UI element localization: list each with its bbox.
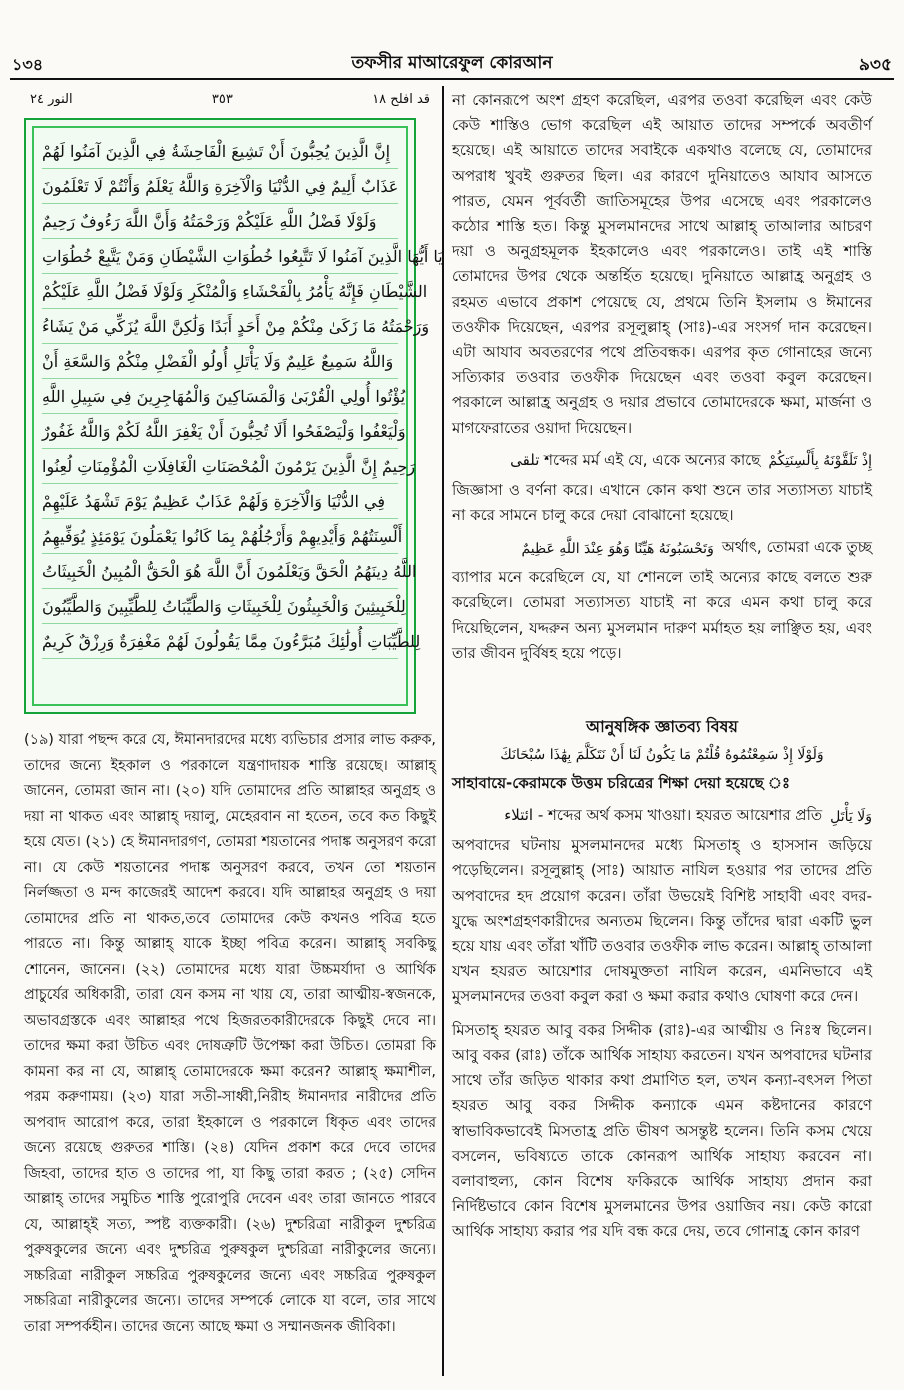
commentary-paragraph-3: ব্যাপার মনে করেছিলে যে, যা শোনলে তাই অন্যের কাছে বলতে শুরু করেছিলে। তোমরা সত্যাসত্য যাচাই না করে এমন কথা চালু করে দিয়েছিলেন, যদ্দরুন অন্য মুসলমান দারুণ মর্মাহত হয় লাঞ্ছিত হয়, এবং তার জীবন দুর্বিষহ হয়ে পড়ে।	[452, 568, 872, 662]
surah-label: النور ٢٤	[30, 91, 73, 107]
section-title: আনুষঙ্গিক জ্ঞাতব্য বিষয়	[586, 717, 738, 737]
arabic-term-explanation-2: অর্থাৎ, তোমরা একে তুচ্ছ	[721, 538, 872, 557]
quran-text-block	[32, 126, 443, 706]
quran-frame	[24, 118, 443, 714]
right-column	[452, 88, 872, 1245]
quran-line: فِي الدُّنْيَا وَالْآخِرَةِ وَلَهُمْ عَذَابٌ عَظِيمٌ يَوْمَ تَشْهَدُ عَلَيْهِمْ	[42, 484, 398, 519]
quran-line: عَذَابٌ أَلِيمٌ فِي الدُّنْيَا وَالْآخِرَةِ وَاللَّهُ يَعْلَمُ وَأَنْتُمْ لَا تَعْلَمُونَ	[42, 169, 398, 204]
arabic-term-line-2	[452, 536, 872, 561]
quran-line: يُؤْتُوا أُولِي الْقُرْبَىٰ وَالْمَسَاكِينَ وَالْمُهَاجِرِينَ فِي سَبِيلِ اللَّهِ	[42, 379, 398, 414]
arabic-term-line-3	[452, 804, 872, 829]
translation-text: (১৯) যারা পছন্দ করে যে, ঈমানদারদের মধ্যে ব্যভিচার প্রসার লাভ করুক, তাদের জন্যে ইহকাল ও পরকালে যন্ত্রণাদায়ক শাস্তি রয়েছে। আল্লাহ্ জানেন, তোমরা জান না। (২০) যদি তোমাদের প্রতি আল্লাহর অনুগ্রহ ও দয়া না থাকত এবং আল্লাহ্ দয়ালু, মেহেরবান না হতেন, তবে কত কিছুই হয়ে যেত। (২১) হে ঈমানদারগণ, তোমরা শয়তানের পদাঙ্ক অনুসরণ করো না। যে কেউ শয়তানের পদাঙ্ক অনুসরণ করবে, তখন তো শয়তান নির্লজ্জতা ও মন্দ কাজেরই আদেশ করবে। যদি আল্লাহর অনুগ্রহ ও দয়া তোমাদের প্রতি না থাকত,তবে তোমাদের কেউ কখনও পবিত্র হতে পারতে না। কিন্তু আল্লাহ্ যাকে ইচ্ছা পবিত্র করেন। আল্লাহ্ সবকিছু শোনেন, জানেন। (২২) তোমাদের মধ্যে যারা উচ্চমর্যাদা ও আর্থিক প্রাচুর্যের অধিকারী, তারা যেন কসম না খায় যে, তারা আত্মীয়-স্বজনকে, অভাবগ্রস্তকে এবং আল্লাহর পথে হিজরতকারীদেরকে কিছুই দেবে না। তাদের ক্ষমা করা উচিত এবং দোষত্রুটি উপেক্ষা করা উচিত। তোমরা কি কামনা কর না যে, আল্লাহ্ তোমাদেরকে ক্ষমা করেন? আল্লাহ্ ক্ষমাশীল, পরম করুণাময়। (২৩) যারা সতী-সাধ্বী,নিরীহ ঈমানদার নারীদের প্রতি অপবাদ আরোপ করে, তারা ইহকালে ও পরকালে ধিকৃত এবং তাদের জন্যে রয়েছে গুরুতর শাস্তি। (২৪) যেদিন প্রকাশ করে দেবে তাদের জিহবা, তাদের হাত ও তাদের পা, যা কিছু তারা করত ; (২৫) সেদিন আল্লাহ্ তাদের সমুচিত শাস্তি পুরোপুরি দেবেন এবং তারা জানতে পারবে যে, আল্লাহ্ই সত্য, স্পষ্ট ব্যক্তকারী। (২৬) দুশ্চরিত্রা নারীকুল দুশ্চরিত্র পুরুষকুলের জন্যে এবং দুশ্চরিত্র পুরুষকুল দুশ্চরিত্রা নারীকুলের জন্যে। সচ্চরিত্রা নারীকুল সচ্চরিত্র পুরুষকুলের জন্যে এবং সচ্চরিত্র পুরুষকুল সচ্চরিত্রা নারীকুলের জন্যে। তাদের সম্পর্কে লোকে যা বলে, তার সাথে তারা সম্পর্কহীন। তাদের জন্যে আছে ক্ষমা ও সম্মানজনক জীবিকা।	[24, 732, 436, 1335]
juz-label: قد افلح ١٨	[372, 91, 430, 107]
arabic-term-1: إِذْ تَلَقَّوْنَهُ بِأَلْسِنَتِكُمْ	[768, 453, 872, 470]
quran-line: وَلَوْلَا فَضْلُ اللَّهِ عَلَيْكُمْ وَرَحْمَتُهُ وَأَنَّ اللَّهَ رَءُوفٌ رَحِيمٌ	[42, 204, 398, 239]
quran-line: لِلطَّيِّبَاتِ أُولَٰئِكَ مُبَرَّءُونَ مِمَّا يَقُولُونَ لَهُمْ مَغْفِرَةٌ وَرِزْقٌ كَرِيمٌ	[42, 624, 398, 659]
commentary-paragraph-2: জিজ্ঞাসা ও বর্ণনা করে। এখানে কোন কথা শুনে তার সত্যাসত্য যাচাই না করে সামনে চালু করে দেয়া বোঝানো হয়েছে।	[452, 480, 872, 525]
sub-heading: সাহাবায়ে-কেরামকে উত্তম চরিত্রের শিক্ষা দেয়া হয়েছে ঃ	[452, 774, 790, 793]
commentary-paragraph-5: মিসতাহ্ হযরত আবু বকর সিদ্দীক (রাঃ)-এর আত্মীয় ও নিঃস্ব ছিলেন। আবু বকর (রাঃ) তাঁকে আর্থিক সাহায্য করতেন। যখন অপবাদের ঘটনার সাথে তাঁর জড়িত থাকার কথা প্রমাণিত হল, তখন কন্যা-বৎসল পিতা হযরত আবু বকর সিদ্দীক কন্যাকে এমন কষ্টদানের কারণে স্বাভাবিকভাবেই মিসতাহ্র প্রতি ভীষণ অসন্তুষ্ট হলেন। তিনি কসম খেয়ে বসলেন, ভবিষ্যতে তাকে কোনরূপ আর্থিক সাহায্য করবেন না। বলাবাহুল্য, কোন বিশেষ ফকিরকে আর্থিক সাহায্য প্রদান করা নির্দিষ্টভাবে কোন বিশেষ মুসলমানের উপর ওয়াজিব নয়। কেউ কারো আর্থিক সাহায্য করার পর যদি বন্ধ করে দেয়, তবে গোনাহ্র কোন কারণ	[452, 1020, 872, 1241]
quran-line: الشَّيْطَانِ فَإِنَّهُ يَأْمُرُ بِالْفَحْشَاءِ وَالْمُنْكَرِ وَلَوْلَا فَضْلُ اللَّهِ عَلَيْكُمْ	[42, 274, 398, 309]
arabic-term-line-1	[452, 449, 872, 474]
arabic-term-explanation-1: تلقى শব্দের মর্ম এই যে, একে অন্যের কাছে	[510, 450, 761, 469]
quran-line: أَلْسِنَتُهُمْ وَأَيْدِيهِمْ وَأَرْجُلُهُمْ بِمَا كَانُوا يَعْمَلُونَ يَوْمَئِذٍ يُوَفِّيهِمُ	[42, 519, 398, 554]
quran-page-header	[24, 88, 436, 110]
quran-line: وَاللَّهُ سَمِيعٌ عَلِيمٌ وَلَا يَأْتَلِ أُولُو الْفَضْلِ مِنْكُمْ وَالسَّعَةِ أَنْ	[42, 344, 398, 379]
quran-line: إِنَّ الَّذِينَ يُحِبُّونَ أَنْ تَشِيعَ الْفَاحِشَةُ فِي الَّذِينَ آمَنُوا لَهُمْ	[42, 134, 398, 169]
quran-line: لِلْخَبِيثِينَ وَالْخَبِيثُونَ لِلْخَبِيثَاتِ وَالطَّيِّبَاتُ لِلطَّيِّبِينَ وَالطَّيِّبُونَ	[42, 589, 398, 624]
page-header	[0, 0, 904, 80]
quran-line: اللَّهُ دِينَهُمُ الْحَقَّ وَيَعْلَمُونَ أَنَّ اللَّهَ هُوَ الْحَقُّ الْمُبِينُ الْخَبِيثَاتُ	[42, 554, 398, 589]
arabic-term-3: وَلَا يَأْتَلِ	[830, 808, 872, 825]
section-arabic-verse: وَلَوْلَا إِذْ سَمِعْتُمُوهُ قُلْتُمْ مَا يَكُونُ لَنَا أَنْ نَتَكَلَّمَ بِهَٰذَا سُبْحَانَكَ	[500, 747, 824, 764]
column-divider	[442, 86, 444, 1376]
book-title: তফসীর মাআরেফুল কোরআন	[351, 53, 553, 73]
quran-line: وَلْيَعْفُوا وَلْيَصْفَحُوا أَلَا تُحِبُّونَ أَنْ يَغْفِرَ اللَّهُ لَكُمْ وَاللَّهُ غَفُورٌ	[42, 414, 398, 449]
page-number-left: ১৩৪	[12, 55, 44, 74]
arabic-term-2: وَتَحْسَبُونَهُ هَيِّنًا وَهُوَ عِنْدَ اللَّهِ عَظِيمٌ	[521, 540, 714, 557]
page-number-right: ৯৩৫	[858, 55, 892, 75]
arabic-term-explanation-3: ائتلاء - শব্দের অর্থ কসম খাওয়া। হযরত আয়েশার প্রতি	[504, 806, 823, 825]
quran-line: رَحِيمٌ إِنَّ الَّذِينَ يَرْمُونَ الْمُحْصَنَاتِ الْغَافِلَاتِ الْمُؤْمِنَاتِ لُعِنُوا	[42, 449, 398, 484]
quran-line: يَا أَيُّهَا الَّذِينَ آمَنُوا لَا تَتَّبِعُوا خُطُوَاتِ الشَّيْطَانِ وَمَنْ يَتَّبِعْ خُطُوَاتِ	[42, 239, 398, 274]
mushaf-page-number: ٣٥٣	[211, 91, 233, 107]
commentary-paragraph-4: অপবাদের ঘটনায় মুসলমানদের মধ্যে মিসতাহ্ ও হাসসান জড়িয়ে পড়েছিলেন। রসূলুল্লাহ্ (সাঃ) আয়াত নাযিল হওয়ার পর তাদের প্রতি অপবাদের হদ প্রয়োগ করেন। তাঁরা উভয়েই বিশিষ্ট সাহাবী এবং বদর-যুদ্ধে অংশগ্রহণকারীদের অন্যতম ছিলেন। কিন্তু তাঁদের দ্বারা একটি ভুল হয়ে যায় এবং তাঁরা খাঁটি তওবার তওফীক লাভ করেন। আল্লাহ্ তাআলা যখন হযরত আয়েশার দোষমুক্ততা নাযিল করেন, এমনিভাবে এই মুসলমানদের তওবা কবুল করা ও ক্ষমা করার কথাও ঘোষণা করে দেন।	[452, 836, 872, 1006]
header-rule	[10, 78, 894, 80]
commentary-paragraph-1: না কোনরূপে অংশ গ্রহণ করেছিল, এরপর তওবা করেছিল এবং কেউ কেউ শাস্তিও ভোগ করেছিল এই আয়াত তাদের সম্পর্কে অবতীর্ণ হয়েছে। এই আয়াতে তাদের সবাইকে একথাও বলেছে যে, তোমাদের অপরাধ খুবই গুরুতর ছিল। এর কারণে দুনিয়াতেও আযাব আসতে পারত, যেমন পূর্ববর্তী জাতিসমূহের উপর এসেছে এবং পরকালেও কঠোর শাস্তি হত। কিন্তু মুসলমানদের সাথে আল্লাহ্ তাআলার আচরণ দয়া ও অনুগ্রহমূলক ইহকালেও এবং পরকালেও। তাই এই শাস্তি তোমাদের উপর থেকে অন্তর্হিত হয়েছে। দুনিয়াতে আল্লাহ্র অনুগ্রহ ও রহমত এভাবে প্রকাশ পেয়েছে যে, প্রথমে তিনি ইসলাম ও ঈমানের তওফীক দিয়েছেন, এরপর রসূলুল্লাহ্ (সাঃ)-এর সংসর্গ দান করেছেন। এটা আযাব অবতরণের পথে প্রতিবন্ধক। এরপর কৃত গোনাহের জন্যে সত্যিকার তওবার তওফীক দিয়েছেন এবং তওবা কবুল করেছেন। পরকালে আল্লাহ্র অনুগ্রহ ও দয়ার প্রভাবে তোমাদেরকে ক্ষমা, মার্জনা ও মাগফেরাতের ওয়াদা দিয়েছেন।	[452, 91, 872, 437]
left-column	[24, 88, 443, 1340]
quran-line: وَرَحْمَتُهُ مَا زَكَىٰ مِنْكُمْ مِنْ أَحَدٍ أَبَدًا وَلَٰكِنَّ اللَّهَ يُزَكِّي مَنْ يَشَاءُ	[42, 309, 398, 344]
